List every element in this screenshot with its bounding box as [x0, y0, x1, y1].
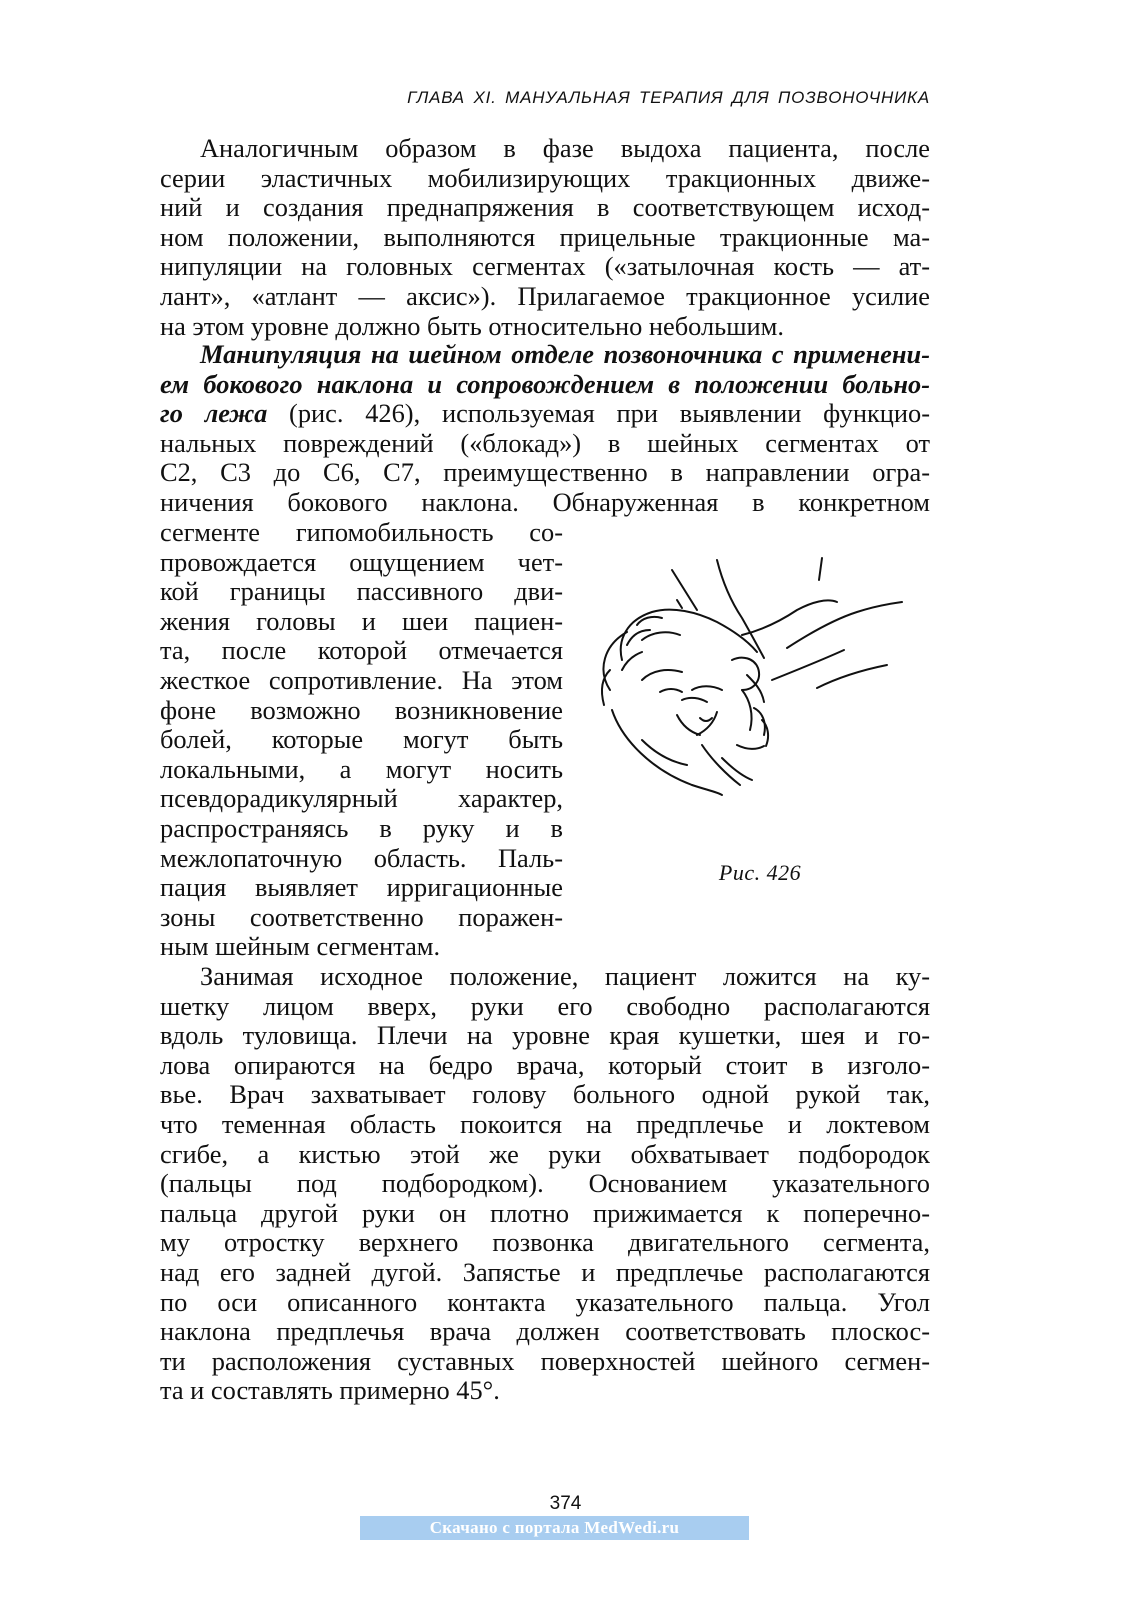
text-line: та и составлять примерно 45°. [160, 1375, 500, 1406]
paragraph-2-wrapped [160, 518, 563, 962]
text-line: сгибе, а кистью этой же руки обхватывает подбородок [160, 1138, 930, 1169]
running-head: ГЛАВА XI. МАНУАЛЬНАЯ ТЕРАПИЯ ДЛЯ ПОЗВОНОЧНИКА [407, 88, 930, 107]
text-line: ний и создания преднапряжения в соответствующем исход- [160, 192, 930, 223]
bold-italic-heading: Манипуляция на шейном отделе позвоночника с применени- [200, 339, 930, 369]
text-line: лант», «атлант — аксис»). Прилагаемое тракционное усилие [160, 280, 930, 311]
text-line: шетку лицом вверх, руки его свободно располагаются [160, 990, 930, 1021]
page-number: 374 [549, 1493, 582, 1514]
text-line: по оси описанного контакта указательного пальца. Угол [160, 1286, 930, 1317]
text-line: пация выявляет ирригационные [160, 872, 563, 903]
text-line: распространяясь в руку и в [160, 812, 563, 843]
text-line: на этом уровне должно быть относительно небольшим. [160, 310, 784, 341]
text-line: жения головы и шеи пациен- [160, 605, 563, 636]
text-line: кой границы пассивного дви- [160, 576, 563, 607]
manipulation-drawing [582, 540, 922, 820]
bold-italic-heading: го лежа [160, 398, 268, 429]
text-line: жесткое сопротивление. На этом [160, 664, 563, 695]
text-line: провождается ощущением чет- [160, 546, 563, 577]
text-line: наклона предплечья врача должен соответствовать плоскос- [160, 1316, 930, 1347]
text-line [160, 399, 930, 429]
text-line: вье. Врач захватывает голову больного одной рукой так, [160, 1079, 930, 1110]
text-line: что теменная область покоится на предплечье и локтевом [160, 1108, 930, 1139]
text-line: лова опираются на бедро врача, который стоит в изголо- [160, 1049, 930, 1080]
text-line: ничения бокового наклона. Обнаруженная в конкретном [160, 486, 930, 517]
text-line: сегменте гипомобильность со- [160, 517, 563, 547]
text-line: пальца другой руки он плотно прижимается к поперечно- [160, 1197, 930, 1228]
text-line: нипуляции на головных сегментах («затылочная кость — ат- [160, 251, 930, 282]
text-line: та, после которой отмечается [160, 635, 563, 666]
text-line: Занимая исходное положение, пациент ложится на ку- [200, 961, 930, 991]
text-line: Аналогичным образом в фазе выдоха пациента, после [200, 133, 930, 163]
text-line: фоне возможно возникновение [160, 694, 563, 725]
download-watermark[interactable]: Скачано с портала MedWedi.ru [360, 1516, 749, 1540]
text-line: межлопаточную область. Паль- [160, 842, 563, 873]
text-line: псевдорадикулярный характер, [160, 783, 563, 814]
figure-caption: Рис. 426 [718, 860, 802, 885]
text-line: му отростку верхнего позвонка двигательного сегмента, [160, 1227, 930, 1258]
text-line: ном положении, выполняются прицельные тракционные ма- [160, 221, 930, 252]
text-line: ным шейным сегментам. [160, 931, 441, 962]
text-line: зоны соответственно поражен- [160, 901, 563, 932]
text-line: ти расположения суставных поверхностей шейного сегмен- [160, 1345, 930, 1376]
text-line: нальных повреждений («блокад») в шейных сегментах от [160, 427, 930, 458]
paragraph-3 [160, 962, 930, 1406]
text-line: С2, С3 до С6, С7, преимущественно в направлении огра- [160, 457, 930, 488]
text-run: (рис. 426), используемая при выявлении функцио- [267, 398, 930, 429]
text-line: над его задней дугой. Запястье и предплечье располагаются [160, 1256, 930, 1287]
bold-italic-heading: ем бокового наклона и сопровождением в положении больно- [160, 368, 930, 399]
text-line: вдоль туловища. Плечи на уровне края кушетки, шея и го- [160, 1020, 930, 1051]
paragraph-2 [160, 340, 930, 518]
text-line: локальными, а могут носить [160, 753, 563, 784]
text-line: серии эластичных мобилизирующих тракционных движе- [160, 162, 930, 193]
text-line: (пальцы под подбородком). Основанием указательного [160, 1168, 930, 1199]
figure-illustration [582, 540, 922, 820]
text-line [160, 370, 930, 400]
paragraph-1 [160, 134, 930, 341]
text-line [160, 340, 930, 370]
text-line: болей, которые могут быть [160, 724, 563, 755]
